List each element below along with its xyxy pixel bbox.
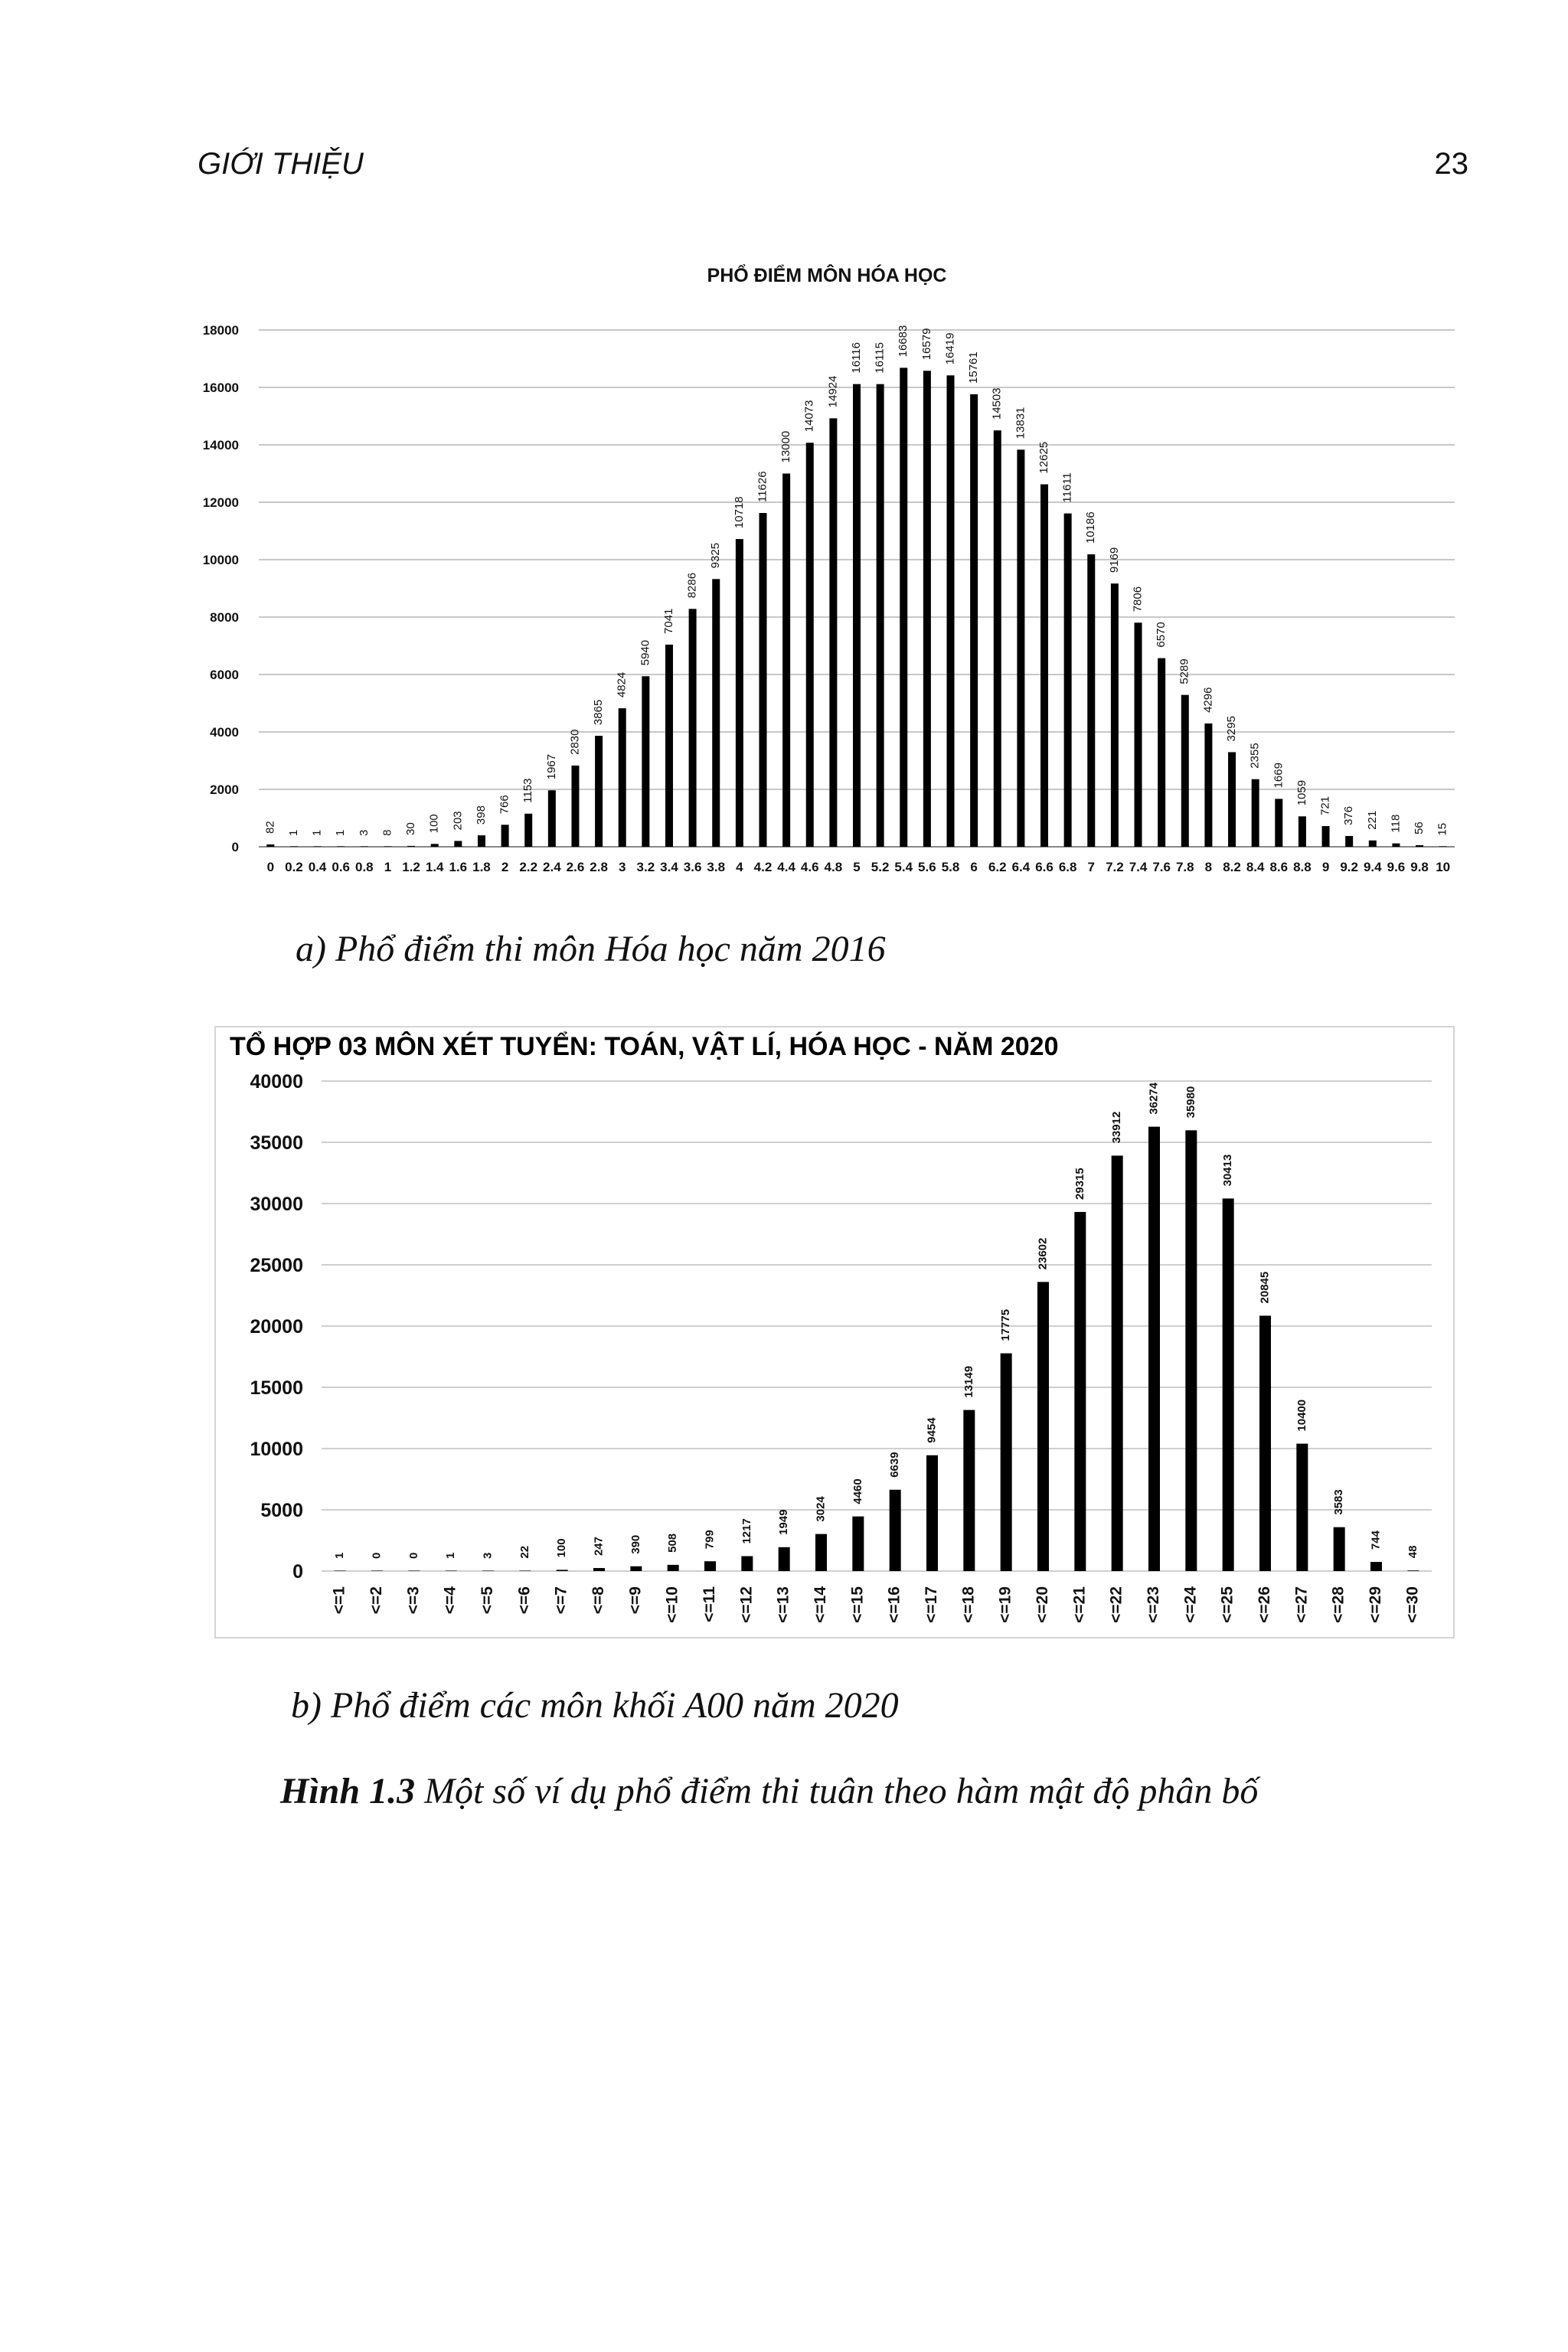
bar <box>1135 622 1142 847</box>
x-tick-label: <=2 <box>368 1586 386 1615</box>
x-tick-label: 8.2 <box>1223 860 1241 874</box>
data-label: 1 <box>334 829 348 836</box>
data-label: 9325 <box>709 542 723 569</box>
bar <box>704 1561 716 1571</box>
data-label: 10186 <box>1084 511 1098 544</box>
caption-a: a) Phổ điểm thi môn Hóa học năm 2016 <box>296 929 886 969</box>
bar <box>557 1570 568 1571</box>
data-label: 16683 <box>897 325 910 358</box>
bar <box>1074 1212 1086 1571</box>
bar <box>779 1547 790 1571</box>
data-label: 15761 <box>967 351 981 384</box>
data-label: 9169 <box>1107 547 1121 573</box>
x-tick-label: <=29 <box>1367 1586 1385 1623</box>
x-tick-label: 3.6 <box>683 860 702 874</box>
x-tick-label: <=10 <box>663 1586 681 1623</box>
data-label: 17775 <box>999 1308 1013 1341</box>
x-tick-label: <=15 <box>848 1586 867 1623</box>
data-label: 390 <box>629 1534 642 1554</box>
data-label: 4460 <box>851 1478 864 1504</box>
x-tick-label: <=18 <box>959 1586 978 1623</box>
x-tick-label: 6.6 <box>1035 860 1054 874</box>
y-tick-label: 4000 <box>210 724 239 740</box>
data-label: 1 <box>333 1552 347 1559</box>
bar <box>1158 658 1165 847</box>
x-tick-label: <=23 <box>1145 1586 1163 1623</box>
bar <box>1322 826 1330 847</box>
data-label: 1 <box>444 1552 458 1559</box>
x-tick-label: 5.4 <box>894 860 913 874</box>
x-tick-label: <=22 <box>1107 1586 1125 1623</box>
bar <box>1298 816 1306 847</box>
bar <box>1017 449 1024 847</box>
y-tick-label: 12000 <box>202 495 239 510</box>
data-label: 221 <box>1365 810 1379 830</box>
x-tick-label: 1.4 <box>425 860 444 874</box>
x-tick-label: 3 <box>618 860 626 874</box>
bar <box>736 539 743 847</box>
data-label: 0 <box>370 1552 384 1559</box>
y-tick-label: 5000 <box>260 1499 303 1521</box>
bar <box>519 1571 531 1572</box>
data-label: 376 <box>1342 805 1356 825</box>
bar <box>1037 1282 1049 1571</box>
x-tick-label: <=1 <box>330 1586 348 1615</box>
caption-b: b) Phổ điểm các môn khối A00 năm 2020 <box>291 1685 899 1726</box>
data-label: 8286 <box>685 572 699 599</box>
bar <box>266 844 274 847</box>
data-label: 100 <box>555 1538 569 1558</box>
bar <box>524 814 532 847</box>
x-tick-label: <=3 <box>404 1586 423 1615</box>
data-label: 9454 <box>925 1417 939 1443</box>
y-tick-label: 18000 <box>202 322 239 338</box>
bar <box>593 1568 605 1571</box>
x-tick-label: 7 <box>1087 860 1096 874</box>
bar <box>782 474 790 848</box>
data-label: 33912 <box>1110 1111 1124 1144</box>
bar <box>829 418 837 847</box>
x-tick-label: <=14 <box>812 1586 830 1623</box>
x-tick-label: 1.6 <box>449 860 468 874</box>
data-label: 203 <box>451 811 465 831</box>
x-tick-label: 9 <box>1321 860 1330 874</box>
y-tick-label: 10000 <box>202 552 239 567</box>
data-label: 20845 <box>1258 1271 1272 1304</box>
x-tick-label: 0.4 <box>308 860 327 874</box>
x-tick-label: <=4 <box>441 1586 459 1615</box>
bar <box>1111 583 1119 847</box>
bar <box>619 708 626 847</box>
x-tick-label: <=25 <box>1218 1586 1236 1623</box>
bar <box>1296 1444 1308 1571</box>
data-label: 11626 <box>756 471 769 503</box>
data-label: 2355 <box>1248 743 1262 769</box>
bar <box>994 430 1001 847</box>
data-label: 744 <box>1369 1530 1383 1550</box>
x-tick-label: 3.4 <box>660 860 678 874</box>
bar <box>923 371 931 847</box>
data-label: 1949 <box>777 1509 791 1535</box>
x-tick-label: 7.2 <box>1106 860 1124 874</box>
data-label: 7806 <box>1131 586 1145 612</box>
x-tick-label: 4.2 <box>753 860 773 874</box>
data-label: 4824 <box>615 671 629 698</box>
data-label: 1153 <box>521 778 535 803</box>
x-tick-label: 0.6 <box>332 860 351 874</box>
bar <box>1204 724 1212 847</box>
y-tick-label: 20000 <box>250 1315 303 1338</box>
bar <box>853 384 861 847</box>
bar <box>1112 1155 1123 1571</box>
data-label: 13000 <box>779 430 793 463</box>
bar <box>1392 844 1400 847</box>
bar <box>1369 841 1377 847</box>
x-tick-label: 2.2 <box>519 860 538 874</box>
x-tick-label: 6.8 <box>1058 860 1077 874</box>
bar <box>361 847 368 848</box>
bar <box>1228 752 1236 847</box>
x-tick-label: 5.2 <box>871 860 890 874</box>
data-label: 15 <box>1436 822 1449 836</box>
bar <box>431 844 439 847</box>
bar <box>482 1571 494 1572</box>
y-tick-label: 0 <box>231 839 239 854</box>
bar <box>1407 1570 1419 1571</box>
chart-a00-2020 <box>214 1026 1455 1638</box>
bar <box>1370 1562 1382 1571</box>
x-tick-label: 9.6 <box>1387 860 1406 874</box>
x-tick-label: <=8 <box>590 1586 608 1615</box>
bar <box>1439 846 1447 847</box>
bar <box>314 847 322 848</box>
y-tick-label: 30000 <box>250 1193 303 1215</box>
chart-title: TỔ HỢP 03 MÔN XÉT TUYỂN: TOÁN, VẬT LÍ, HÓA HỌC - NĂM 2020 <box>230 1032 1059 1061</box>
data-label: 1 <box>286 829 300 836</box>
bar <box>963 1410 975 1571</box>
x-tick-label: 4.4 <box>777 860 795 874</box>
bar <box>890 1490 901 1571</box>
bar <box>689 609 697 847</box>
x-tick-label: 9.8 <box>1410 860 1429 874</box>
x-tick-label: 4 <box>736 860 743 874</box>
x-tick-label: 2.6 <box>566 860 585 874</box>
x-tick-label: 6.2 <box>988 860 1007 874</box>
data-label: 56 <box>1413 822 1426 835</box>
bar <box>665 645 673 847</box>
bar <box>446 1571 457 1572</box>
bar <box>290 847 298 848</box>
bar <box>595 736 603 847</box>
y-tick-label: 35000 <box>250 1132 303 1154</box>
data-label: 14503 <box>990 387 1004 420</box>
x-tick-label: 6 <box>970 860 978 874</box>
data-label: 16116 <box>849 342 863 374</box>
bar <box>1181 695 1189 847</box>
x-tick-label: 2.8 <box>590 860 608 874</box>
x-tick-label: <=16 <box>885 1586 903 1623</box>
x-tick-label: <=27 <box>1292 1586 1311 1623</box>
bar <box>759 513 766 847</box>
y-tick-label: 0 <box>292 1560 303 1583</box>
figure-label: Hình 1.3 <box>280 1771 416 1811</box>
bar <box>454 841 462 847</box>
data-label: 10400 <box>1295 1399 1308 1432</box>
bar <box>947 375 955 847</box>
bar <box>1345 836 1353 847</box>
data-label: 6639 <box>888 1452 902 1478</box>
x-tick-label: 8.8 <box>1293 860 1312 874</box>
data-label: 3 <box>481 1552 495 1559</box>
bar <box>1185 1130 1197 1571</box>
data-label: 3295 <box>1225 716 1239 742</box>
x-tick-label: <=24 <box>1181 1586 1200 1623</box>
data-label: 799 <box>703 1530 717 1550</box>
bar <box>741 1557 753 1571</box>
x-tick-label: 3.8 <box>707 860 726 874</box>
x-tick-label: 4.8 <box>824 860 843 874</box>
x-tick-label: 1.2 <box>402 860 420 874</box>
x-tick-label: 1.8 <box>472 860 491 874</box>
x-tick-label: 8.6 <box>1269 860 1289 874</box>
bar <box>478 835 485 847</box>
data-label: 14924 <box>826 375 840 408</box>
x-tick-label: <=30 <box>1403 1586 1422 1623</box>
x-tick-label: 5 <box>853 860 861 874</box>
bar <box>337 847 345 848</box>
bar <box>926 1455 938 1571</box>
data-label: 36274 <box>1147 1082 1161 1115</box>
bar <box>1334 1527 1345 1571</box>
chart-title: PHỔ ĐIỂM MÔN HÓA HỌC <box>707 265 947 286</box>
data-label: 6570 <box>1155 622 1168 648</box>
data-label: 3583 <box>1332 1489 1346 1515</box>
y-tick-label: 6000 <box>210 667 239 682</box>
x-tick-label: <=17 <box>923 1586 941 1623</box>
bar <box>571 766 579 847</box>
x-tick-label: <=19 <box>996 1586 1014 1623</box>
x-tick-label: 0.8 <box>355 860 374 874</box>
bar <box>852 1517 864 1571</box>
x-tick-label: <=9 <box>626 1586 645 1615</box>
data-label: 82 <box>263 821 277 834</box>
x-tick-label: <=26 <box>1256 1586 1274 1623</box>
data-label: 1217 <box>740 1518 753 1544</box>
bar <box>1040 485 1048 847</box>
data-label: 23602 <box>1036 1237 1050 1270</box>
data-label: 118 <box>1389 814 1403 833</box>
page-number: 23 <box>1434 147 1468 181</box>
x-tick-label: <=12 <box>737 1586 756 1623</box>
bar <box>1148 1127 1160 1571</box>
data-label: 2830 <box>568 729 582 755</box>
data-label: 1059 <box>1295 779 1308 806</box>
x-tick-label: <=11 <box>701 1586 719 1622</box>
x-tick-label: 8 <box>1204 860 1213 874</box>
bar <box>335 1571 346 1572</box>
bar <box>1087 554 1095 847</box>
y-tick-label: 8000 <box>210 609 239 625</box>
bar <box>668 1565 679 1571</box>
bar <box>501 825 509 847</box>
bar <box>407 846 415 847</box>
x-tick-label: 2.4 <box>543 860 561 874</box>
x-tick-label: 2 <box>501 860 509 874</box>
bar <box>1275 799 1282 847</box>
data-label: 10718 <box>732 496 746 529</box>
data-label: 721 <box>1318 795 1332 815</box>
bar <box>371 1571 383 1572</box>
bar <box>712 579 720 847</box>
x-tick-label: 7.8 <box>1175 860 1194 874</box>
x-tick-label: <=28 <box>1329 1586 1348 1623</box>
bar <box>877 384 884 847</box>
x-tick-label: 4.6 <box>800 860 819 874</box>
data-label: 14073 <box>802 400 816 433</box>
x-tick-label: 5.8 <box>941 860 960 874</box>
data-label: 12625 <box>1037 441 1050 474</box>
y-tick-label: 25000 <box>250 1254 303 1276</box>
x-tick-label: 9.4 <box>1363 860 1382 874</box>
bar <box>970 394 978 847</box>
figure-caption <box>280 1770 1258 1812</box>
bar <box>548 790 556 847</box>
bar <box>806 443 814 847</box>
x-tick-label: 6.4 <box>1011 860 1031 874</box>
data-label: 13831 <box>1014 407 1027 439</box>
x-tick-label: 1 <box>384 860 392 874</box>
data-label: 7041 <box>662 608 675 634</box>
data-label: 11611 <box>1060 472 1074 503</box>
data-label: 1 <box>310 829 324 836</box>
y-tick-label: 15000 <box>250 1377 303 1399</box>
x-tick-label: 5.6 <box>918 860 936 874</box>
x-tick-label: <=5 <box>479 1586 497 1615</box>
data-label: 0 <box>407 1552 420 1559</box>
x-tick-label: 7.6 <box>1152 860 1171 874</box>
data-label: 3 <box>357 829 371 836</box>
data-label: 247 <box>592 1537 606 1557</box>
x-tick-label: 10 <box>1436 860 1451 874</box>
figure-caption-text: Một số ví dụ phổ điểm thi tuân theo hàm mật độ phân bố <box>415 1771 1259 1811</box>
x-tick-label: 7.4 <box>1129 860 1148 874</box>
bar <box>384 847 391 848</box>
x-tick-label: <=7 <box>552 1586 570 1615</box>
x-tick-label: <=21 <box>1070 1586 1089 1623</box>
bar <box>408 1571 420 1572</box>
data-label: 398 <box>474 805 488 825</box>
data-label: 16419 <box>943 332 957 365</box>
data-label: 35980 <box>1184 1086 1197 1119</box>
data-label: 48 <box>1406 1545 1419 1559</box>
y-tick-label: 14000 <box>202 437 239 452</box>
x-tick-label: 9.2 <box>1340 860 1358 874</box>
x-tick-label: <=20 <box>1034 1586 1052 1623</box>
chart-hoa-hoc-2016 <box>184 253 1470 880</box>
data-label: 5940 <box>639 639 652 666</box>
bar <box>1252 779 1259 847</box>
x-tick-label: 8.4 <box>1246 860 1265 874</box>
bar <box>900 368 907 847</box>
bar <box>1259 1315 1271 1571</box>
y-tick-label: 2000 <box>210 782 239 797</box>
bar <box>1064 514 1072 847</box>
data-label: 5289 <box>1178 658 1191 684</box>
x-tick-label: 0.2 <box>285 860 303 874</box>
data-label: 30413 <box>1221 1154 1235 1187</box>
data-label: 4296 <box>1201 687 1215 713</box>
data-label: 22 <box>518 1545 531 1559</box>
data-label: 3024 <box>814 1496 828 1522</box>
data-label: 30 <box>404 822 418 835</box>
data-label: 29315 <box>1073 1168 1086 1200</box>
data-label: 766 <box>498 795 511 815</box>
x-tick-label: <=13 <box>774 1586 792 1623</box>
data-label: 3865 <box>592 699 606 726</box>
data-label: 1669 <box>1272 763 1285 789</box>
x-tick-label: 3.2 <box>636 860 655 874</box>
x-tick-label: 0 <box>266 860 275 874</box>
bar <box>1001 1354 1012 1571</box>
bar <box>642 676 649 847</box>
y-tick-label: 16000 <box>202 380 239 395</box>
x-tick-label: <=6 <box>515 1586 534 1615</box>
data-label: 16115 <box>873 342 887 374</box>
data-label: 100 <box>427 814 441 834</box>
bar <box>630 1566 642 1571</box>
y-tick-label: 10000 <box>250 1438 303 1460</box>
running-header-section: GIỚI THIỆU <box>198 147 364 181</box>
bar <box>1416 845 1423 847</box>
data-label: 1967 <box>544 753 558 780</box>
bar <box>1223 1198 1234 1571</box>
data-label: 8 <box>381 829 394 836</box>
bar <box>815 1534 827 1571</box>
data-label: 508 <box>666 1533 680 1553</box>
data-label: 16579 <box>920 328 933 361</box>
data-label: 13149 <box>962 1365 975 1398</box>
y-tick-label: 40000 <box>250 1070 303 1093</box>
